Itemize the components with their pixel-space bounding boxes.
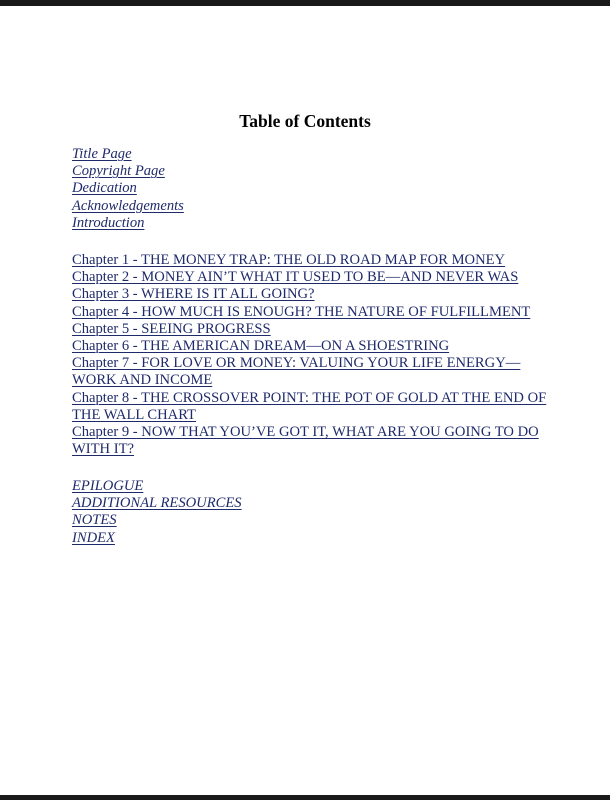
toc-link-epilogue[interactable]: EPILOGUE — [72, 478, 144, 494]
toc-link-chapter-2[interactable]: Chapter 2 - MONEY AIN’T WHAT IT USED TO BE—AND NEVER WAS — [72, 269, 519, 286]
toc-link-chapter-7[interactable]: Chapter 7 - FOR LOVE OR MONEY: VALUING YOUR LIFE ENERGY—WORK AND INCOME — [72, 355, 521, 389]
page-title: Table of Contents — [239, 111, 371, 131]
toc-link-notes[interactable]: NOTES — [72, 512, 117, 529]
toc-link-introduction[interactable]: Introduction — [72, 214, 145, 231]
toc-link-chapter-5[interactable]: Chapter 5 - SEEING PROGRESS — [72, 320, 271, 337]
top-border-rule — [0, 0, 610, 6]
toc-link-copyright-page[interactable]: Copyright Page — [72, 163, 165, 180]
toc-link-chapter-9[interactable]: Chapter 9 - NOW THAT YOU’VE GOT IT, WHAT ARE YOU GOING TO DO WITH IT? — [72, 424, 539, 458]
front-matter-list — [72, 146, 552, 232]
toc-link-chapter-1[interactable]: Chapter 1 - THE MONEY TRAP: THE OLD ROAD MAP FOR MONEY — [72, 252, 506, 268]
toc-link-chapter-4[interactable]: Chapter 4 - HOW MUCH IS ENOUGH? THE NATURE OF FULFILLMENT — [72, 303, 531, 320]
bottom-border-rule — [0, 795, 610, 800]
toc-link-dedication[interactable]: Dedication — [72, 180, 137, 197]
toc-link-chapter-6[interactable]: Chapter 6 - THE AMERICAN DREAM—ON A SHOESTRING — [72, 338, 450, 355]
toc-link-acknowledgements[interactable]: Acknowledgements — [72, 197, 184, 214]
toc-link-index[interactable]: INDEX — [72, 529, 115, 546]
toc-link-chapter-3[interactable]: Chapter 3 - WHERE IS IT ALL GOING? — [72, 286, 315, 303]
chapter-list — [72, 252, 552, 458]
toc-link-chapter-8[interactable]: Chapter 8 - THE CROSSOVER POINT: THE POT OF GOLD AT THE END OF THE WALL CHART — [72, 389, 547, 423]
toc-link-additional-resources[interactable]: ADDITIONAL RESOURCES — [72, 495, 242, 512]
toc-link-title-page[interactable]: Title Page — [72, 146, 132, 162]
back-matter-list — [72, 478, 552, 547]
